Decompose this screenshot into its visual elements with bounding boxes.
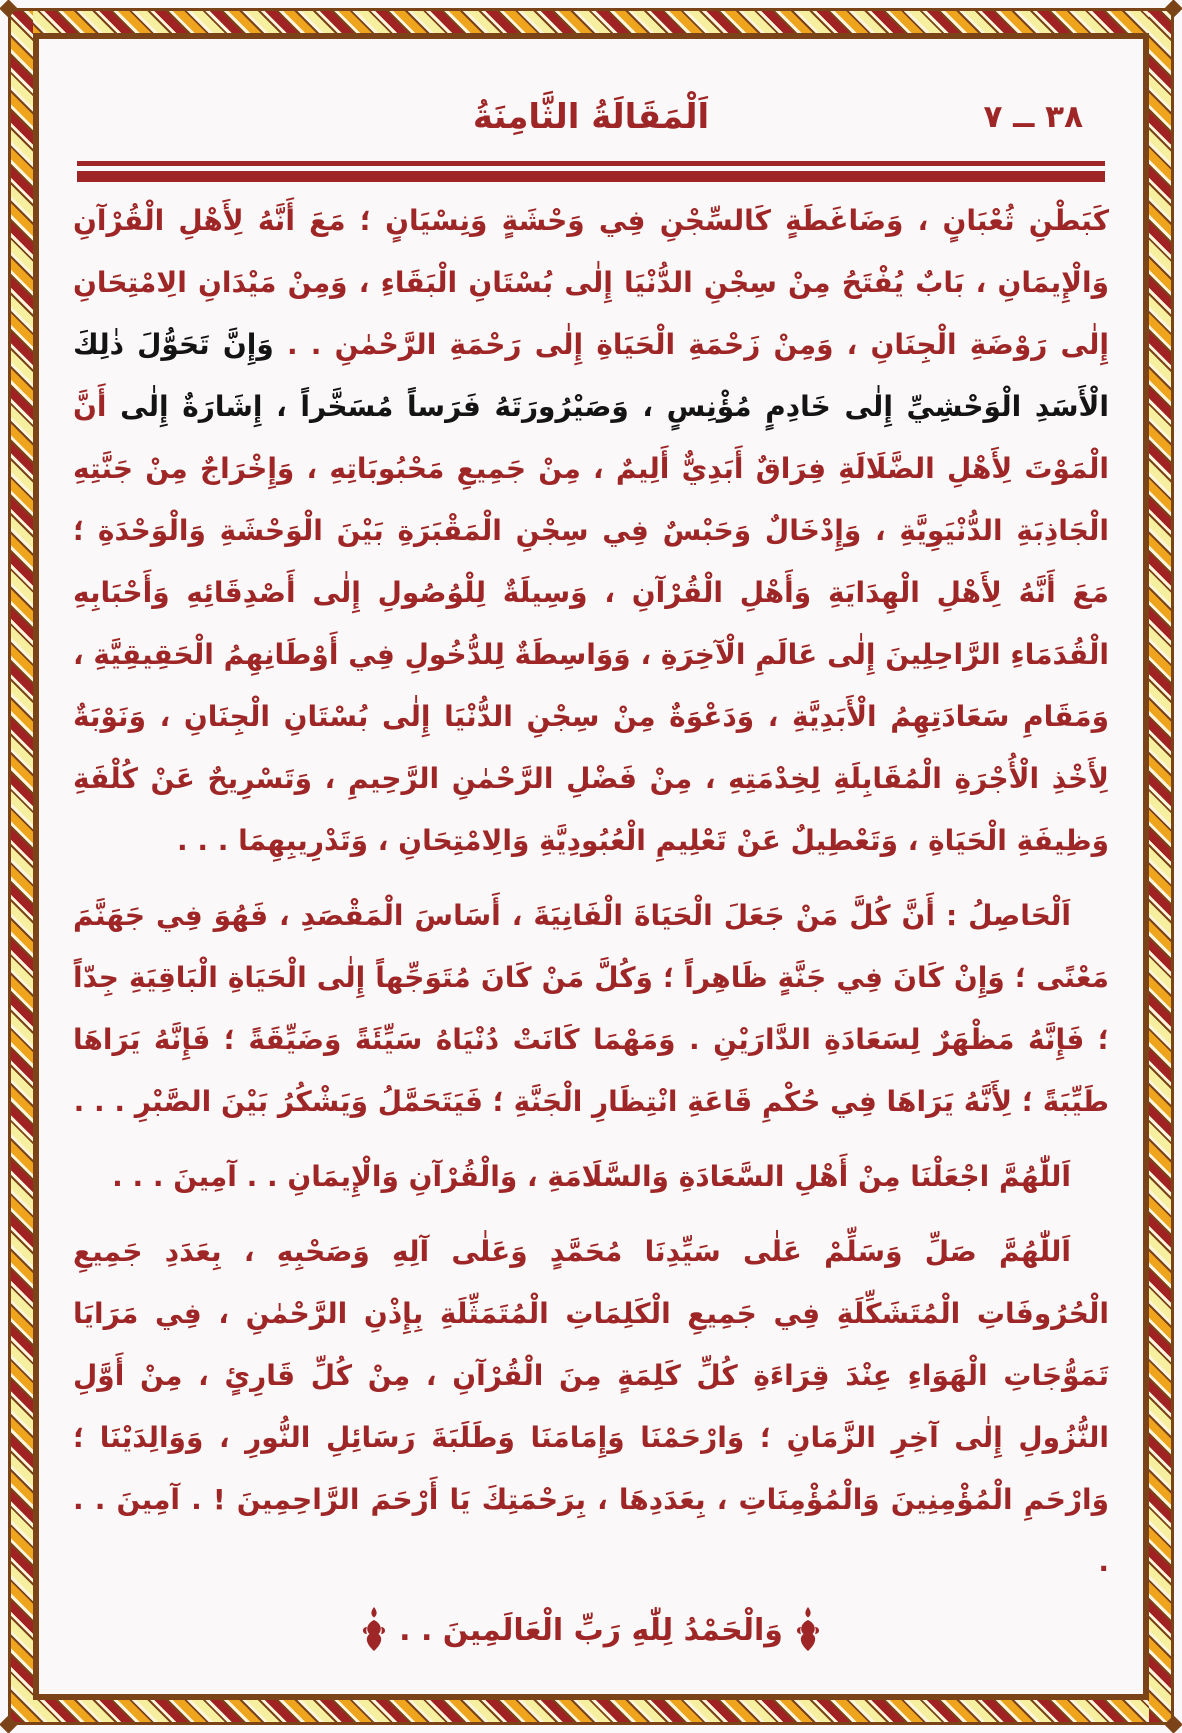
footer-text: وَالْحَمْدُ لِلّٰهِ رَبِّ الْعَالَمِينَ . . xyxy=(399,1612,783,1648)
divider-rule-thin xyxy=(77,161,1105,166)
text-segment-black: وَإِنَّ تَحَوُّلَ ذٰلِكَ الْأَسَدِ الْوَحْشِيِّ إِلٰى خَادِمٍ مُؤْنِسٍ ، وَصَيْرُورَتَهُ فَرَساً مُسَخَّراً ، إِشَارَةٌ إِلٰى xyxy=(73,328,1109,423)
flourish-icon xyxy=(793,1607,823,1653)
page-header xyxy=(63,89,1119,145)
flourish-icon xyxy=(359,1607,389,1653)
page-content xyxy=(39,39,1143,1694)
border-band-bottom xyxy=(11,1700,1171,1722)
paragraph xyxy=(73,190,1109,872)
paragraph xyxy=(73,885,1109,1133)
text-segment-maroon: اَلْحَاصِلُ : أَنَّ كُلَّ مَنْ جَعَلَ الْحَيَاةَ الْفَانِيَةَ ، أَسَاسَ الْمَقْصَدِ ، فَهُوَ فِي جَهَنَّمَ مَعْنًى ؛ وَإِنْ كَانَ فِي جَنَّةٍ ظَاهِراً ؛ وَكُلَّ مَنْ كَانَ مُتَوَجِّهاً إِلٰى الْحَيَاةِ الْبَاقِيَةِ جِدّاً ؛ فَإِنَّهُ مَظْهَرٌ لِسَعَادَةِ الدَّارَيْنِ . وَمَهْمَا كَانَتْ دُنْيَاهُ سَيِّئَةً وَضَيِّقَةً ؛ فَإِنَّهُ يَرَاهَا طَيِّبَةً ؛ لِأَنَّهُ يَرَاهَا فِي حُكْمِ قَاعَةِ انْتِظَارِ الْجَنَّةِ ؛ فَيَتَحَمَّلُ وَيَشْكُرُ بَيْنَ الصَّبْرِ . . . xyxy=(73,899,1109,1118)
divider-rule-thick xyxy=(77,171,1105,182)
text-segment-maroon: اَللّٰهُمَّ صَلِّ وَسَلِّمْ عَلٰى سَيِّدِنَا مُحَمَّدٍ وَعَلٰى آلِهِ وَصَحْبِهِ ، بِعَدَدِ جَمِيعِ الْحُرُوفَاتِ الْمُتَشَكِّلَةِ فِي جَمِيعِ الْكَلِمَاتِ الْمُتَمَثِّلَةِ بِإِذْنِ الرَّحْمٰنِ ، فِي مَرَايَا تَمَوُّجَاتِ الْهَوَاءِ عِنْدَ قِرَاءَةِ كُلِّ كَلِمَةٍ مِنَ الْقُرْآنِ ، مِنْ كُلِّ قَارِئٍ ، مِنْ أَوَّلِ النُّزُولِ إِلٰى آخِرِ الزَّمَانِ ؛ وَارْحَمْنَا وَإِمَامَنَا وَطَلَبَةَ رَسَائِلِ النُّورِ ، وَوَالِدَيْنَا ؛ وَارْحَمِ الْمُؤْمِنِينَ وَالْمُؤْمِنَاتِ ، بِعَدَدِهَا ، بِرَحْمَتِكَ يَا أَرْحَمَ الرَّاحِمِينَ ! . آمِينَ . . . xyxy=(73,1235,1109,1578)
body-text xyxy=(73,190,1109,1593)
footer xyxy=(63,1607,1119,1653)
text-segment-maroon: أَنَّ الْمَوْتَ لِأَهْلِ الضَّلَالَةِ فِرَاقٌ أَبَدِيٌّ أَلِيمٌ ، مِنْ جَمِيعِ مَحْبُوبَاتِهِ ، وَإِخْرَاجٌ مِنْ جَنَّتِهِ الْجَاذِبَةِ الدُّنْيَوِيَّةِ ، وَإِدْخَالٌ وَحَبْسٌ فِي سِجْنِ الْمَقْبَرَةِ بَيْنَ الْوَحْشَةِ وَالْوَحْدَةِ ؛ مَعَ أَنَّهُ لِأَهْلِ الْهِدَايَةِ وَأَهْلِ الْقُرْآنِ ، وَسِيلَةٌ لِلْوُصُولِ إِلٰى أَصْدِقَائِهِ وَأَحْبَابِهِ الْقُدَمَاءِ الرَّاحِلِينَ إِلٰى عَالَمِ الْآخِرَةِ ، وَوَاسِطَةٌ لِلدُّخُولِ فِي أَوْطَانِهِمُ الْحَقِيقِيَّةِ ، وَمَقَامِ سَعَادَتِهِمُ الْأَبَدِيَّةِ ، وَدَعْوَةٌ مِنْ سِجْنِ الدُّنْيَا إِلٰى بُسْتَانِ الْجِنَانِ ، وَنَوْبَةٌ لِأَخْذِ الْأُجْرَةِ الْمُقَابِلَةِ لِخِدْمَتِهِ ، مِنْ فَضْلِ الرَّحْمٰنِ الرَّحِيمِ ، وَتَسْرِيحٌ عَنْ كُلْفَةِ وَظِيفَةِ الْحَيَاةِ ، وَتَعْطِيلٌ عَنْ تَعْلِيمِ الْعُبُودِيَّةِ وَالِامْتِحَانِ ، وَتَدْرِيبِهِمَا . . . xyxy=(73,390,1109,857)
border-band-top xyxy=(11,11,1171,33)
paragraph xyxy=(73,1146,1109,1208)
text-segment-maroon: اَللّٰهُمَّ اجْعَلْنَا مِنْ أَهْلِ السَّعَادَةِ وَالسَّلَامَةِ ، وَالْقُرْآنِ وَالْإِيمَانِ . . آمِينَ . . . xyxy=(112,1160,1071,1193)
page-number: ٣٨ ــ ٧ xyxy=(983,99,1083,135)
border-band-right xyxy=(1149,11,1171,1722)
border-band-left xyxy=(11,11,33,1722)
text-segment-maroon: كَبَطْنِ ثُعْبَانٍ ، وَضَاغَطَةٍ كَالسِّجْنِ فِي وَحْشَةٍ وَنِسْيَانٍ ؛ مَعَ أَنَّهُ لِأَهْلِ الْقُرْآنِ وَالْإِيمَانِ ، بَابٌ يُفْتَحُ مِنْ سِجْنِ الدُّنْيَا إِلٰى بُسْتَانِ الْبَقَاءِ ، وَمِنْ مَيْدَانِ الِامْتِحَانِ إِلٰى رَوْضَةِ الْجِنَانِ ، وَمِنْ زَحْمَةِ الْحَيَاةِ إِلٰى رَحْمَةِ الرَّحْمٰنِ . . xyxy=(73,204,1109,361)
page-title: اَلْمَقَالَةُ الثَّامِنَةُ xyxy=(472,97,710,137)
header-divider xyxy=(77,161,1105,182)
paragraph xyxy=(73,1221,1109,1593)
